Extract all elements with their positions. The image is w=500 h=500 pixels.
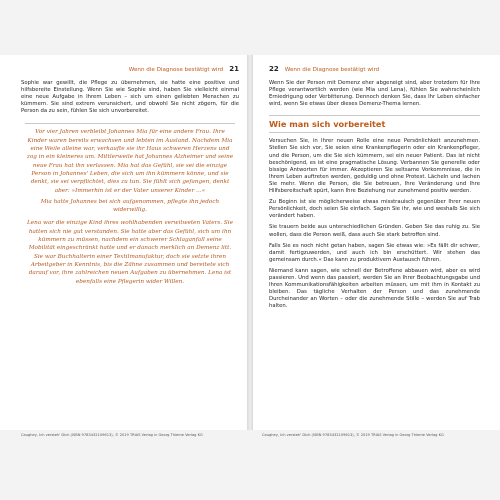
footer-right: Caughey, Ich versteh' Dich (ISBN 9783432109613), © 2019 TRIAS Verlag in Georg Thieme Verlag KG [262,433,444,437]
paragraph: Zu Beginn ist sie möglicherweise etwas misstrauisch gegenüber Ihrer neuen Persönlichkeit, doch seien Sie einfach. Sagen Sie ihr, wie und weshalb Sie sich verändert haben. [269,199,480,220]
section-heading: Wie man sich vorbereitet [269,115,480,133]
paragraph: Falls Sie es noch nicht getan haben, sagen Sie etwas wie: »Es fällt dir schwer, damit fertigzuwerden, und auch ich bin erschüttert. Wir stehen das gemeinsam durch.« Das kann zu produktivem Austausch führen. [269,242,480,263]
running-head-right [269,65,480,76]
page-number: 22 [269,65,279,73]
quote-paragraph-2: Mia hatte Johannes bei sich aufgenommen, pflegte ihn jedoch widerwillig. [40,198,220,214]
right-page [253,55,500,430]
book-gutter [247,55,253,430]
paragraph: Wenn Sie der Person mit Demenz eher abgeneigt sind, aber trotzdem für Ihre Pflege verantwortlich werden (wie Mia und Lena), fühlen Sie wahrscheinlich Erniedrigung oder Verbitterung. Dennoch denken Sie, dass Ihr Leben einfacher wird, wenn Sie etwas über dieses Demenz-Thema lernen. [269,80,480,108]
footer-left: Caughey, Ich versteh' Dich (ISBN 9783432109613), © 2019 TRIAS Verlag in Georg Thieme Verlag KG [21,433,203,437]
quote-rule-top [25,123,235,124]
page-number: 21 [229,65,239,73]
left-page [0,55,247,430]
running-head-title: Wenn die Diagnose bestätigt wird [128,67,224,73]
paragraph: Sie trauern beide aus unterschiedlichen Gründen. Geben Sie das ruhig zu. Sie wollen, dass die Person weiß, dass auch Sie stark betroffen sind. [269,224,480,238]
running-head-title: Wenn die Diagnose bestätigt wird [284,67,380,73]
running-head-left [21,65,239,76]
case-story-quote [21,123,239,285]
quote-paragraph-1: Vor vier Jahren verbleibt Johannes Mia für eine andere Frau. Ihre Kinder waren bereits erwachsen und lebten im Ausland. Nachdem Mia eine Weile alleine war, verkaufte sie ihr Haus schweren Herzens und zog in ein kleineres um. Mittlerweile hat Johannes Alzheimer und seine neue Frau hat ihn verlassen. Mia hat das Gefühl, sie sei die einzige Person in Johannes' Leben, die sich um ihn kümmern könne, und sie denkt, sie sei verpflichtet, dies zu tun. Sie fühlt sich gefangen, denkt aber: »Immerhin ist er der Vater unserer Kinder …« [26,129,234,194]
paragraph: Niemand kann sagen, wie schnell der Betroffene abbauen wird, aber es wird passieren. Und wenn das passiert, werden Sie an Ihrer Beobachtungsgabe und Ihren Kommunikationsfähigkeiten arbeiten müssen, um mit ihm in Kontakt zu bleiben. Das tägliche Verhalten der Person und das zunehmende Durcheinander an Worten – oder die zunehmende Stille – werden Sie auf Trab halten. [269,267,480,310]
paragraph: Versuchen Sie, in Ihrer neuen Rolle eine neue Persönlichkeit anzunehmen. Stellen Sie sich vor, Sie seien eine Krankenpflegerin oder ein Krankenpfleger, und die Person, um die Sie sich kümmern, sei ein neuer Patient. Das ist nicht beschönigend, es ist eine pragmatische Lösung. Verbannen Sie generelle oder bissige Antworten für immer. Akzeptieren Sie seltsame Vorkommnisse, die in Ihrem Leben auftreten werden, geduldig und ohne Protest. Lächeln und lachen Sie mehr. Wenn die Person, die Sie betreuen, Ihre Veränderung und Ihre Hilfsbereitschaft spürt, kann Ihre Beziehung nur zunehmend positiv werden. [269,138,480,195]
quote-paragraph-3: Lena war die einzige Kind ihres wohlhabenden verwitweten Vaters. Sie hatten sich nie gut verstanden. Sie hatte aber das Gefühl, sich um ihn kümmern zu müssen, nachdem ein schwerer Schlaganfall seine Mobilität eingeschränkt hatte und er danach merklich an Demenz litt. Sie war Buchhalterin einer Textilmanufaktur, doch sie setzte ihren Arbeitgeber in Kenntnis, bis die Zähne zusammen und bereitete sich darauf vor, ihre zahlreichen neuen Aufgaben zu übernehmen. Lena ist ebenfalls eine Pflegerin wider Willen. [27,220,233,285]
intro-paragraph: Sophie war gewillt, die Pflege zu übernehmen, sie hatte eine positive und hilfsbereite Einstellung. Wenn Sie wie Sophie sind, haben Sie vielleicht einmal eine neue Aufgabe in Ihrem Leben – sich um einen geliebten Menschen zu kümmern. Sie sind extrem verunsichert, und obwohl Sie nicht zögern, für die Person da zu sein, fühlen Sie sich unvorbereitet. [21,80,239,115]
